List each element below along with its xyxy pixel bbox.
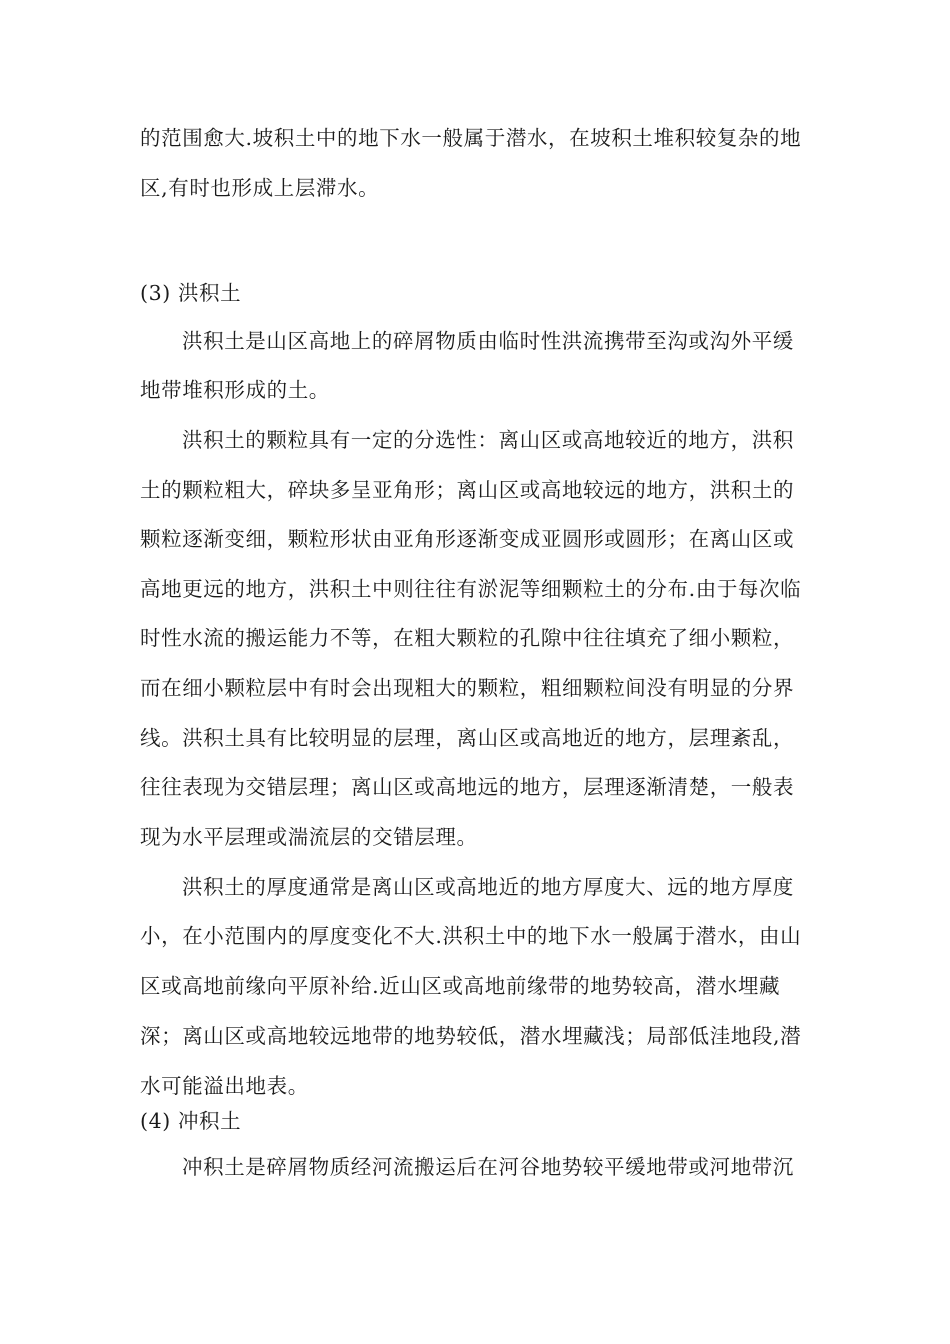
text-line: 洪积土是山区高地上的碎屑物质由临时性洪流携带至沟或沟外平缓: [182, 329, 794, 353]
section-heading: (4) 冲积土: [140, 1109, 242, 1133]
text-line: 线。洪积土具有比较明显的层理，离山区或高地近的地方，层理紊乱，: [140, 726, 795, 750]
text-line: 小，在小范围内的厚度变化不大.洪积土中的地下水一般属于潜水，由山: [140, 924, 802, 948]
text-line: 往往表现为交错层理；离山区或高地远的地方，层理逐渐清楚，一般表: [140, 775, 795, 799]
text-line: 洪积土的颗粒具有一定的分选性：离山区或高地较近的地方，洪积: [182, 428, 794, 452]
section-heading: (3) 洪积土: [140, 281, 242, 305]
text-line: 区,有时也形成上层滞水。: [140, 176, 380, 200]
text-line: 而在细小颗粒层中有时会出现粗大的颗粒，粗细颗粒间没有明显的分界: [140, 676, 795, 700]
text-line: 洪积土的厚度通常是离山区或高地近的地方厚度大、远的地方厚度: [182, 875, 794, 899]
text-line: 现为水平层理或湍流层的交错层理。: [140, 825, 478, 849]
text-line: 冲积土是碎屑物质经河流搬运后在河谷地势较平缓地带或河地带沉: [182, 1155, 794, 1179]
text-line: 时性水流的搬运能力不等，在粗大颗粒的孔隙中往往填充了细小颗粒，: [140, 626, 795, 650]
text-line: 的范围愈大.坡积土中的地下水一般属于潜水，在坡积土堆积较复杂的地: [140, 126, 802, 150]
text-line: 区或高地前缘向平原补给.近山区或高地前缘带的地势较高，潜水埋藏: [140, 974, 781, 998]
text-line: 地带堆积形成的土。: [140, 378, 330, 402]
text-line: 颗粒逐渐变细，颗粒形状由亚角形逐渐变成亚圆形或圆形；在离山区或: [140, 527, 795, 551]
text-line: 土的颗粒粗大，碎块多呈亚角形；离山区或高地较远的地方，洪积土的: [140, 478, 795, 502]
text-line: 深；离山区或高地较远地带的地势较低，潜水埋藏浅；局部低洼地段,潜: [140, 1024, 802, 1048]
text-line: 水可能溢出地表。: [140, 1074, 309, 1098]
text-line: 高地更远的地方，洪积土中则往往有淤泥等细颗粒土的分布.由于每次临: [140, 577, 802, 601]
